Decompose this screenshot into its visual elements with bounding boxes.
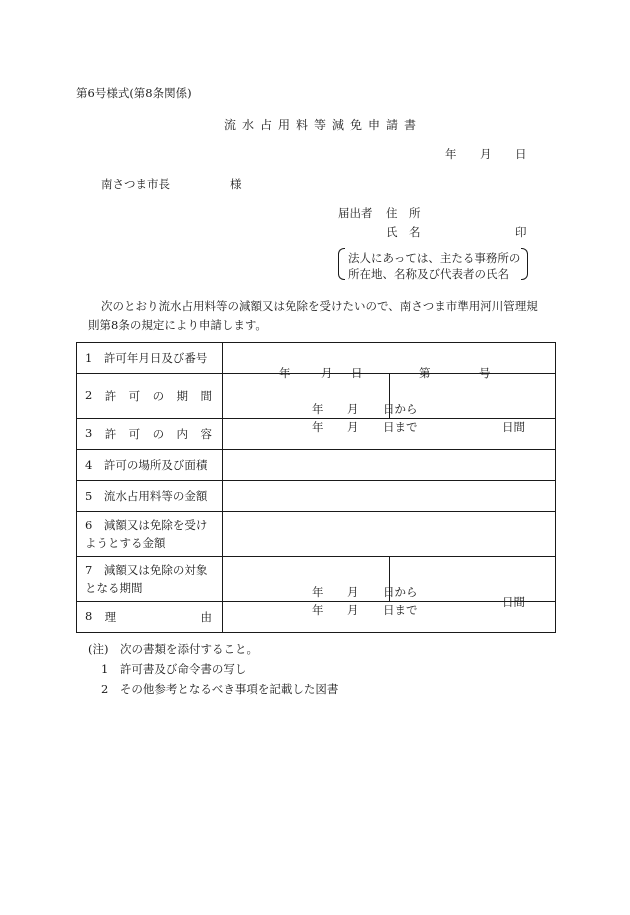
label-reduction-period-line1: 7 減額又は免除の対象 [85, 563, 208, 577]
label-char: 容 [200, 427, 212, 441]
notes-item-2: 2 その他参考となるべき事項を記載した図書 [101, 682, 339, 696]
reduction-from-year: 年 [312, 585, 324, 599]
permit-month-unit: 月 [321, 366, 333, 380]
label-char: 由 [200, 610, 212, 624]
label-permit-content [77, 419, 223, 450]
permit-day-unit: 日 [351, 366, 363, 380]
seal-mark: 印 [515, 225, 527, 239]
permit-dai-label: 第 [419, 366, 431, 380]
label-char: の [152, 427, 165, 441]
label-char: 期 [176, 389, 189, 403]
reduction-days-unit: 日間 [502, 595, 525, 609]
label-char: の [152, 389, 165, 403]
reduction-from-suffix: 日から [383, 585, 418, 599]
reduction-to-suffix: 日まで [383, 603, 418, 617]
label-reduction-period-line2: となる期間 [85, 581, 143, 595]
field-place-area[interactable] [223, 450, 556, 481]
table-row-fee-amount [77, 481, 556, 512]
label-char: 理 [104, 610, 117, 624]
label-char: 間 [200, 389, 212, 403]
notes-heading: (注) 次の書類を添付すること。 [88, 642, 258, 656]
permit-go-label: 号 [479, 366, 491, 380]
table-row-reduction-period [77, 557, 556, 602]
field-fee-amount[interactable] [223, 481, 556, 512]
address-label: 住 所 [386, 206, 421, 220]
label-reason [77, 602, 223, 633]
label-place-area: 4 許可の場所及び面積 [77, 450, 223, 481]
label-reduction-amount [77, 512, 223, 557]
label-fee-amount: 5 流水占用料等の金額 [77, 481, 223, 512]
addressee-name: 南さつま市長 [101, 177, 170, 191]
left-bracket [338, 248, 345, 280]
corporate-note-line2: 所在地、名称及び代表者の氏名 [348, 267, 509, 281]
label-num: 8 [85, 609, 93, 623]
label-reduction-amount-line1: 6 減額又は免除を受け [85, 518, 208, 532]
notes-item-1: 1 許可書及び命令書の写し [101, 662, 247, 676]
permit-year-unit: 年 [279, 366, 291, 380]
period-from-month: 月 [347, 402, 359, 416]
table-row-permit-date-number [77, 343, 556, 374]
reduction-from-month: 月 [347, 585, 359, 599]
label-char: 許 [104, 427, 117, 441]
period-to-year: 年 [312, 420, 324, 434]
body-text-line2: 則第8条の規定により申請します。 [88, 318, 267, 332]
reduction-to-year: 年 [312, 603, 324, 617]
field-reduction-amount[interactable] [223, 512, 556, 557]
label-num: 3 [85, 426, 93, 440]
label-permit-date-number: 1 許可年月日及び番号 [77, 343, 223, 374]
name-label: 氏 名 [386, 225, 421, 239]
label-reduction-period [77, 557, 223, 602]
label-permit-period [77, 374, 223, 419]
label-char: 許 [104, 389, 117, 403]
label-reduction-amount-line2: ようとする金額 [85, 536, 166, 550]
label-char: 内 [176, 427, 189, 441]
corporate-note [338, 248, 528, 280]
table-row-permit-period [77, 374, 556, 419]
table-row-reduction-amount [77, 512, 556, 557]
corporate-note-line1: 法人にあっては、主たる事務所の [348, 251, 521, 265]
period-days-unit: 日間 [502, 420, 525, 434]
applicant-label: 届出者 [338, 206, 373, 220]
body-text-line1: 次のとおり流水占用料等の減額又は免除を受けたいので、南さつま市準用河川管理規 [101, 299, 538, 313]
reduction-to-month: 月 [347, 603, 359, 617]
date-month: 月 [480, 147, 492, 161]
label-char: 可 [128, 427, 141, 441]
form-number: 第6号様式(第8条関係) [76, 86, 192, 100]
date-day: 日 [515, 147, 527, 161]
date-year: 年 [445, 147, 457, 161]
period-from-suffix: 日から [383, 402, 418, 416]
period-to-month: 月 [347, 420, 359, 434]
field-reduction-period-dates[interactable] [223, 557, 418, 617]
application-table [76, 342, 556, 633]
period-from-year: 年 [312, 402, 324, 416]
addressee-honorific: 様 [230, 177, 242, 191]
document-title: 流水占用料等減免申請書 [224, 118, 423, 132]
label-num: 2 [85, 388, 93, 402]
field-permit-date-number[interactable] [223, 343, 556, 380]
field-permit-period-dates[interactable] [223, 374, 418, 434]
period-to-suffix: 日まで [383, 420, 418, 434]
right-bracket [521, 248, 528, 280]
label-char: 可 [128, 389, 141, 403]
table-row-place-area [77, 450, 556, 481]
